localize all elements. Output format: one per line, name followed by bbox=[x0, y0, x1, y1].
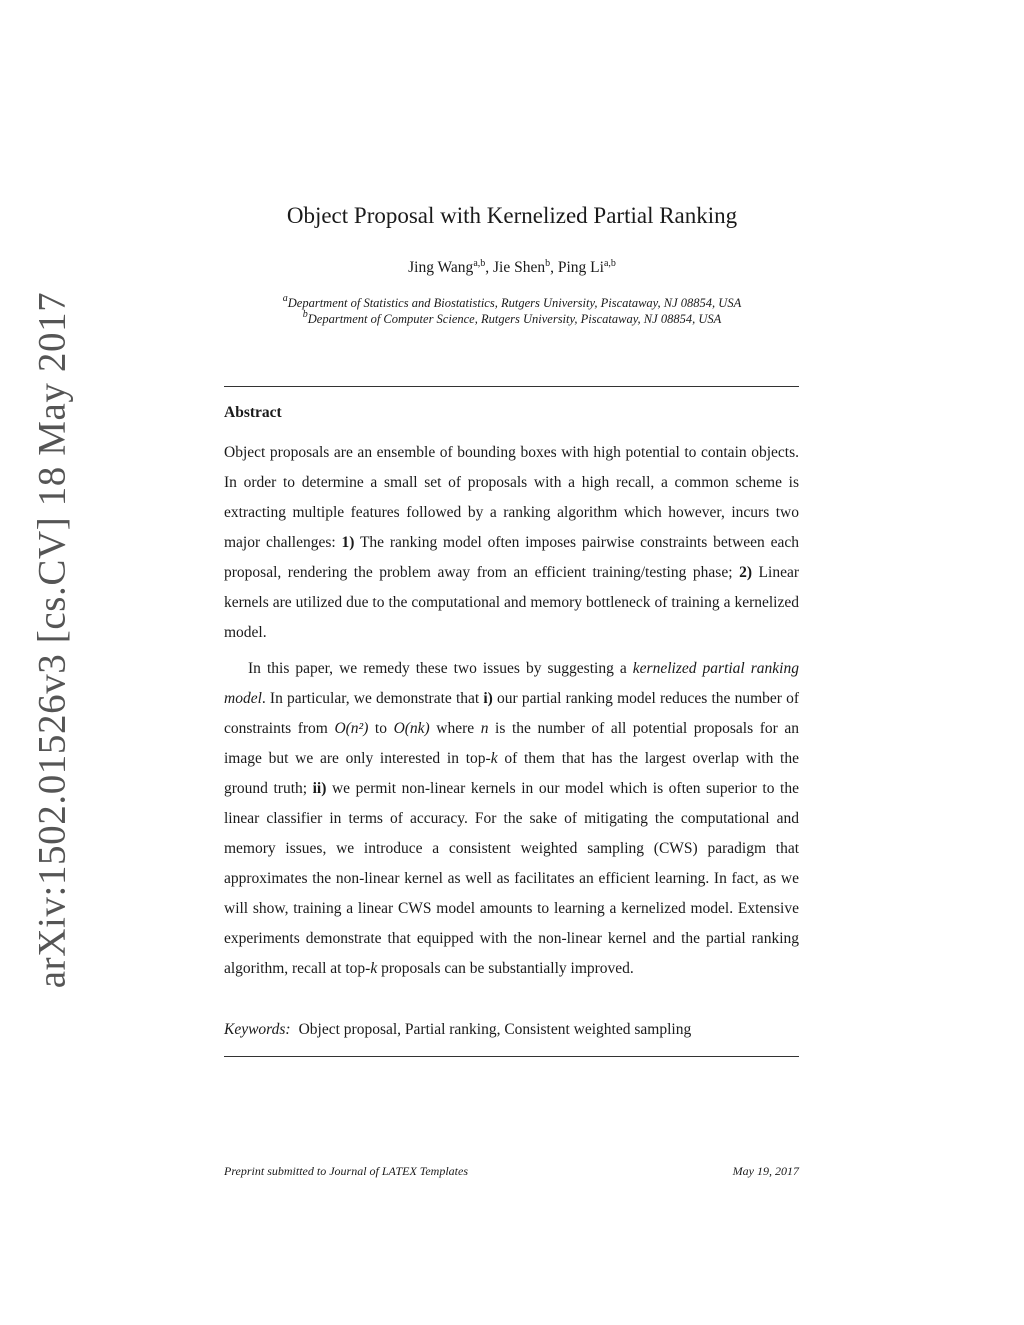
keywords bbox=[224, 1021, 691, 1039]
affiliation-b bbox=[0, 309, 1024, 327]
paper-title: Object Proposal with Kernelized Partial Ranking bbox=[286, 203, 738, 228]
abstract-heading: Abstract bbox=[224, 404, 282, 421]
author-list: Jing Wang$^{a,b}$, Jie Shen$^b$, Ping Li$^{a,b}$ bbox=[408, 258, 616, 276]
affiliation-mark: b bbox=[302, 309, 308, 320]
keywords-label: Keywords: bbox=[224, 1021, 291, 1038]
author-affiliation-mark: a,b bbox=[473, 258, 486, 269]
abstract-paragraph-1: Object proposals are an ensemble of bounding boxes with high potential to contain objects. In order to determine a small set of proposals with a high recall, a common scheme is extracting multiple features followed by a ranking algorithm which however, incurs two major challenges: 1) The ranking model often imposes pairwise constraints between each proposal, rendering the problem away from an efficient training/testing phase; 2) Linear kernels are utilized due to the computational and memory bottleneck of training a kernelized model. bbox=[224, 444, 799, 641]
arxiv-identifier-stamp: arXiv:1502.01526v3 [cs.CV] 18 May 2017 bbox=[30, 291, 74, 989]
bottom-rule bbox=[224, 1056, 799, 1057]
affiliation-text: Department of Statistics and Biostatistics, Rutgers University, Piscataway, NJ 08854, USA bbox=[287, 296, 742, 310]
author-name: Jing Wang bbox=[408, 259, 474, 276]
abstract-body bbox=[224, 438, 799, 984]
footer-date: May 19, 2017 bbox=[732, 1164, 799, 1178]
top-rule bbox=[224, 386, 799, 387]
author-affiliation-mark: b bbox=[545, 258, 551, 269]
keywords-text: Object proposal, Partial ranking, Consistent weighted sampling bbox=[298, 1021, 692, 1038]
affiliation-text: Department of Computer Science, Rutgers University, Piscataway, NJ 08854, USA bbox=[307, 312, 722, 326]
author-affiliation-mark: a,b bbox=[603, 258, 616, 269]
author-name: Jie Shen bbox=[493, 259, 546, 276]
abstract-paragraph-2: In this paper, we remedy these two issues by suggesting a kernelized partial ranking model. In particular, we demonstrate that i) our partial ranking model reduces the number of constraints from O(n²) to O(nk) where n is the number of all potential proposals for an image but we are only interested in top-k of them that has the largest overlap with the ground truth; ii) we permit non-linear kernels in our model which is often superior to the linear classifier in terms of accuracy. For the sake of mitigating the computational and memory issues, we introduce a consistent weighted sampling (CWS) paradigm that approximates the non-linear kernel as well as facilitates an efficient learning. In fact, as we will show, training a linear CWS model amounts to learning a kernelized model. Extensive experiments demonstrate that equipped with the non-linear kernel and the partial ranking algorithm, recall at top-k proposals can be substantially improved. bbox=[224, 660, 799, 977]
affiliation-a bbox=[0, 293, 1024, 311]
footer-journal: Preprint submitted to Journal of LATEX Templates bbox=[224, 1164, 469, 1178]
author-name: Ping Li bbox=[557, 259, 604, 276]
affiliation-mark: a bbox=[282, 293, 288, 304]
